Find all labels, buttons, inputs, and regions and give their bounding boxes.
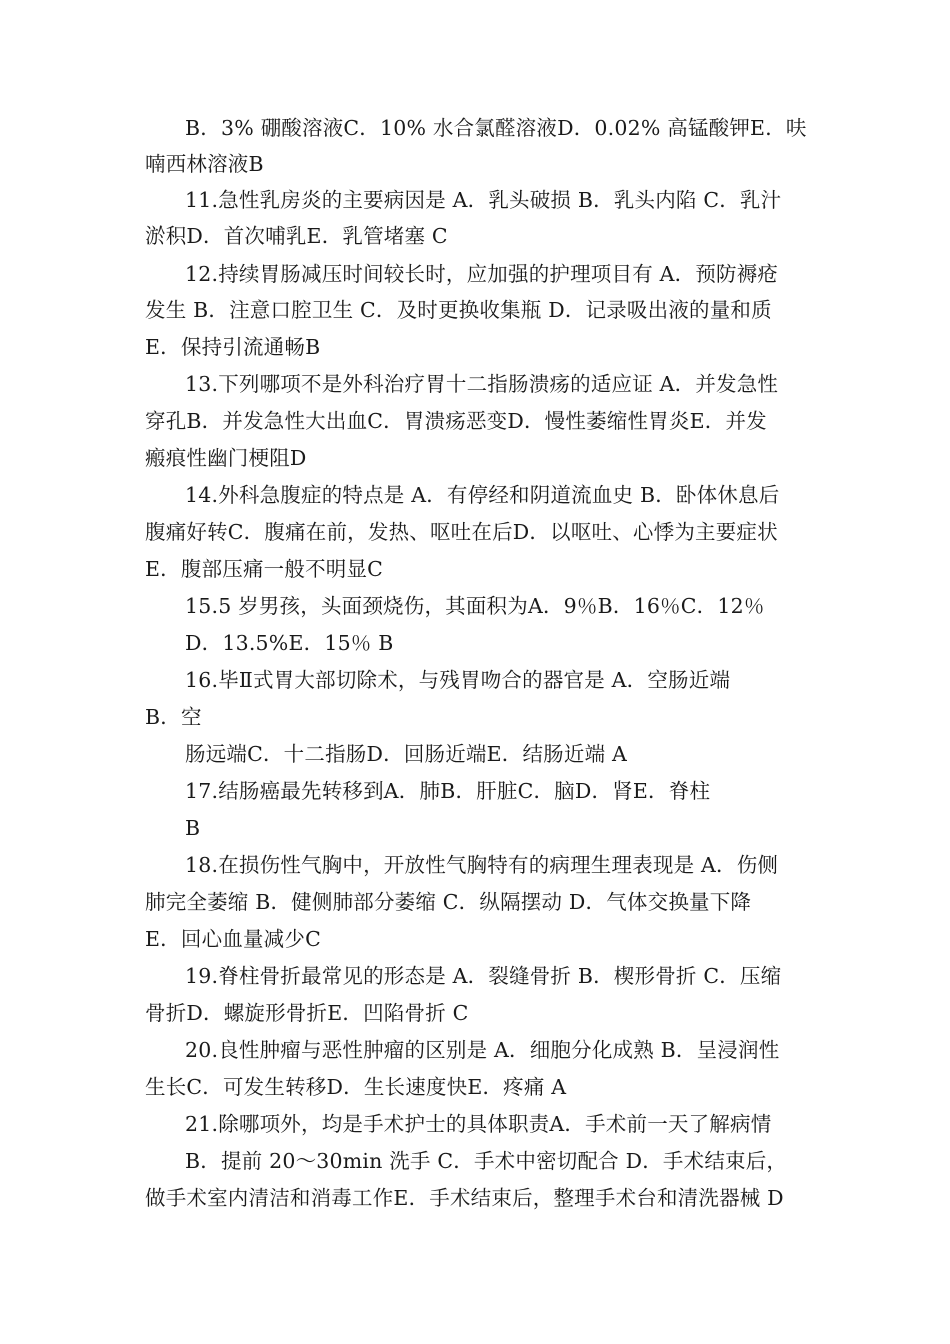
text-line: B．3% 硼酸溶液C．10% 水合氯醛溶液D．0.02% 高锰酸钾E．呋 xyxy=(185,116,807,140)
text-line: 19.脊柱骨折最常见的形态是 A．裂缝骨折 B．楔形骨折 C．压缩 xyxy=(185,964,782,988)
text-line: 生长C．可发生转移D．生长速度快E．疼痛 A xyxy=(145,1075,567,1099)
text-line: E．保持引流通畅B xyxy=(145,335,321,359)
text-line: 20.良性肿瘤与恶性肿瘤的区别是 A．细胞分化成熟 B．呈浸润性 xyxy=(185,1038,780,1062)
text-line: B．空 xyxy=(145,705,202,729)
text-line: 肺完全萎缩 B．健侧肺部分萎缩 C．纵隔摆动 D．气体交换量下降 xyxy=(145,890,752,914)
text-line: 14.外科急腹症的特点是 A．有停经和阴道流血史 B．卧体休息后 xyxy=(185,483,780,507)
text-line: 做手术室内清洁和消毒工作E．手术结束后，整理手术台和清洗器械 D xyxy=(145,1186,784,1210)
text-line: 发生 B．注意口腔卫生 C．及时更换收集瓶 D．记录吸出液的量和质 xyxy=(145,298,772,322)
text-line: 16.毕Ⅱ式胃大部切除术，与残胃吻合的器官是 A．空肠近端 xyxy=(185,668,731,692)
text-line: 17.结肠癌最先转移到A．肺B．肝脏C．脑D．肾E．脊柱 xyxy=(185,779,711,803)
text-line: 21.除哪项外，均是手术护士的具体职责A．手术前一天了解病情 xyxy=(185,1112,772,1136)
text-line: 13.下列哪项不是外科治疗胃十二指肠溃疡的适应证 A．并发急性 xyxy=(185,372,779,396)
text-line: 瘢痕性幽门梗阻D xyxy=(145,446,307,470)
text-line: 12.持续胃肠减压时间较长时，应加强的护理项目有 A．预防褥疮 xyxy=(185,262,779,286)
text-line: 18.在损伤性气胸中，开放性气胸特有的病理生理表现是 A．伤侧 xyxy=(185,853,779,877)
text-line: D．13.5%E．15％ B xyxy=(185,631,394,655)
text-line: B．提前 20～30min 洗手 C．手术中密切配合 D．手术结束后， xyxy=(185,1149,788,1173)
text-line: 11.急性乳房炎的主要病因是 A．乳头破损 B．乳头内陷 C．乳汁 xyxy=(185,188,782,212)
text-line: 喃西林溶液B xyxy=(145,152,264,176)
text-line: 15.5 岁男孩，头面颈烧伤，其面积为A．9％B．16％C．12％ xyxy=(185,594,765,618)
text-line: E．腹部压痛一般不明显C xyxy=(145,557,384,581)
text-line: E．回心血量减少C xyxy=(145,927,321,951)
text-line: 淤积D．首次哺乳E．乳管堵塞 C xyxy=(145,224,448,248)
text-line: B xyxy=(185,816,201,840)
text-line: 穿孔B．并发急性大出血C．胃溃疡恶变D．慢性萎缩性胃炎E．并发 xyxy=(145,409,767,433)
text-line: 腹痛好转C．腹痛在前，发热、呕吐在后D．以呕吐、心悸为主要症状 xyxy=(145,520,778,544)
text-line: 肠远端C．十二指肠D．回肠近端E．结肠近端 A xyxy=(185,742,628,766)
text-line: 骨折D．螺旋形骨折E．凹陷骨折 C xyxy=(145,1001,469,1025)
